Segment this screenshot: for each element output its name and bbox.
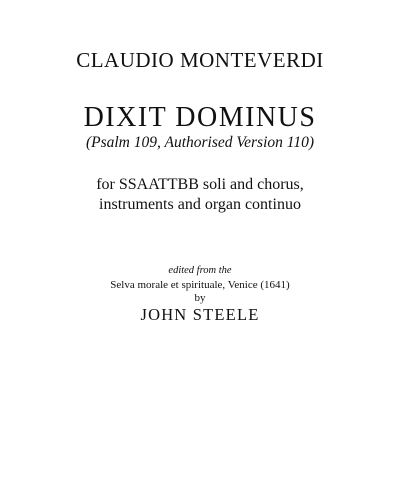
by-label: by — [194, 292, 206, 304]
edited-from-label: edited from the — [168, 265, 232, 276]
work-title: DIXIT DOMINUS — [83, 102, 317, 133]
source-publication: Selva morale et spirituale, Venice (1641) — [110, 279, 290, 291]
scoring-line-1: for SSAATTBB soli and chorus, — [96, 176, 304, 193]
editor-name: JOHN STEELE — [140, 305, 260, 324]
scoring-line-2: instruments and organ continuo — [99, 196, 301, 213]
composer-name: CLAUDIO MONTEVERDI — [76, 48, 324, 72]
work-subtitle: (Psalm 109, Authorised Version 110) — [85, 134, 315, 151]
